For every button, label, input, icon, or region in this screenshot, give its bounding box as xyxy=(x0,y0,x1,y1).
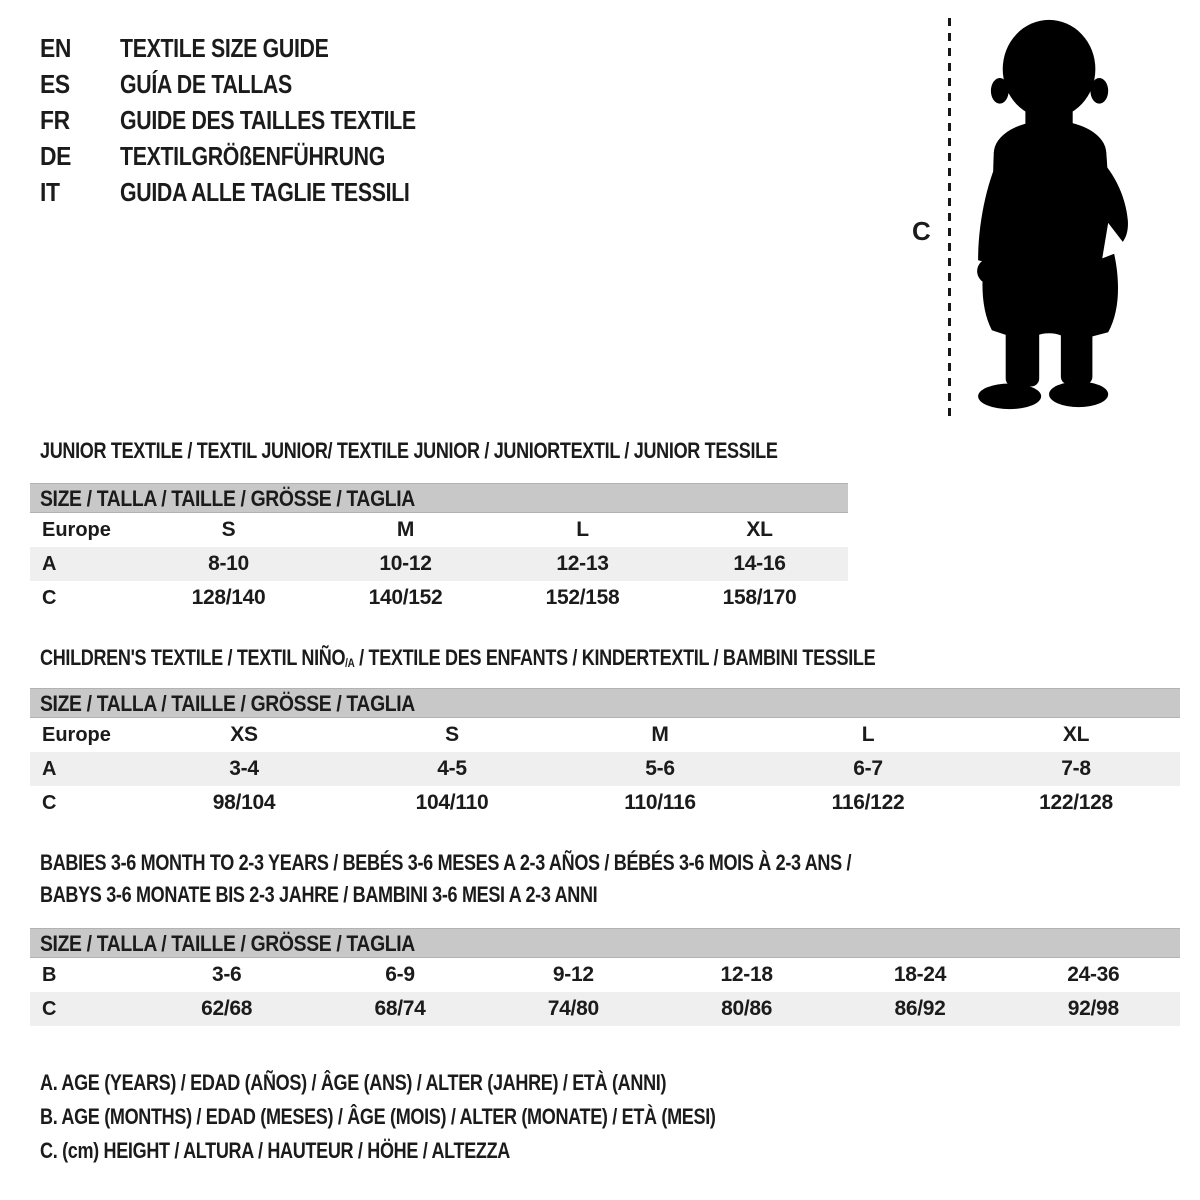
table-row-age-years xyxy=(30,547,848,581)
height-cell: 122/128 xyxy=(1039,791,1113,814)
language-code: FR xyxy=(40,104,70,135)
heading-sub: /A xyxy=(345,656,355,671)
section-heading-text: JUNIOR TEXTILE / TEXTIL JUNIOR/ TEXTILE JUNIOR / JUNIORTEXTIL / JUNIOR TESSILE xyxy=(40,438,778,463)
table-row-height-cm xyxy=(30,786,1180,820)
table-row-age-months xyxy=(30,958,1180,992)
section-heading-babies-line2 xyxy=(40,882,720,908)
table-row-height-cm xyxy=(30,992,1180,1026)
language-row-fr xyxy=(40,102,481,138)
height-cell: 110/116 xyxy=(624,791,696,814)
table-row-height-cm xyxy=(30,581,848,615)
height-cell: 116/122 xyxy=(831,791,905,814)
size-cell: XL xyxy=(1062,723,1090,746)
language-code: EN xyxy=(40,32,72,63)
height-cell: 152/158 xyxy=(545,586,620,609)
height-cell: 80/86 xyxy=(721,997,773,1020)
size-cell: XL xyxy=(746,518,773,541)
section-heading-junior xyxy=(40,438,939,464)
age-cell: 3-4 xyxy=(229,757,259,780)
row-label: A xyxy=(42,553,57,575)
height-cell: 158/170 xyxy=(722,586,797,609)
height-cell: 74/80 xyxy=(547,997,599,1020)
row-label: C xyxy=(42,998,57,1020)
height-cell: 104/110 xyxy=(415,791,489,814)
size-cell: M xyxy=(651,723,669,746)
size-header-bar xyxy=(30,928,1180,958)
section-heading-babies-line1 xyxy=(40,850,1029,876)
section-heading-children xyxy=(40,645,1059,671)
legend xyxy=(40,1066,864,1168)
age-cell: 4-5 xyxy=(437,757,467,780)
size-cell: S xyxy=(221,518,236,541)
legend-line-c xyxy=(40,1134,864,1168)
language-title: GUÍA DE TALLAS xyxy=(120,68,292,99)
row-label: Europe xyxy=(42,724,111,746)
section-heading-text xyxy=(40,645,875,671)
height-measure-dashed-line xyxy=(948,18,951,416)
height-cell: 140/152 xyxy=(368,586,443,609)
language-code: DE xyxy=(40,140,72,171)
height-cell: 86/92 xyxy=(894,997,946,1020)
language-row-es xyxy=(40,66,481,102)
height-cell: 98/104 xyxy=(212,791,276,814)
language-title-list xyxy=(40,30,481,210)
table-row-age-years xyxy=(30,752,1180,786)
age-cell: 3-6 xyxy=(211,963,242,986)
toddler-silhouette-image xyxy=(958,12,1146,416)
language-code: ES xyxy=(40,68,70,99)
language-title: GUIDE DES TAILLES TEXTILE xyxy=(120,104,416,135)
legend-text: C. (cm) HEIGHT / ALTURA / HAUTEUR / HÖHE / ALTEZZA xyxy=(40,1138,511,1163)
size-cell: L xyxy=(576,518,589,541)
age-cell: 5-6 xyxy=(645,757,675,780)
language-title: GUIDA ALLE TAGLIE TESSILI xyxy=(120,176,410,207)
age-cell: 7-8 xyxy=(1061,757,1091,780)
size-header-text: SIZE / TALLA / TAILLE / GRÖSSE / TAGLIA xyxy=(40,931,415,956)
row-label: Europe xyxy=(42,519,111,541)
size-header-text: SIZE / TALLA / TAILLE / GRÖSSE / TAGLIA xyxy=(40,486,415,511)
legend-line-a xyxy=(40,1066,864,1100)
language-row-it xyxy=(40,174,481,210)
section-heading-text: BABYS 3-6 MONATE BIS 2-3 JAHRE / BAMBINI 3-6 MESI A 2-3 ANNI xyxy=(40,882,598,907)
height-measure-label: C xyxy=(912,216,931,246)
age-cell: 14-16 xyxy=(733,552,786,575)
legend-text: A. AGE (YEARS) / EDAD (AÑOS) / ÂGE (ANS) / ALTER (JAHRE) / ETÀ (ANNI) xyxy=(40,1070,667,1095)
size-header-text: SIZE / TALLA / TAILLE / GRÖSSE / TAGLIA xyxy=(40,691,415,716)
age-cell: 18-24 xyxy=(893,963,947,986)
age-cell: 8-10 xyxy=(208,552,249,575)
language-code: IT xyxy=(40,176,60,207)
size-cell: XS xyxy=(230,723,258,746)
language-row-de xyxy=(40,138,481,174)
heading-pre: CHILDREN'S TEXTILE / TEXTIL NIÑO xyxy=(40,645,346,670)
height-cell: 92/98 xyxy=(1067,997,1119,1020)
junior-size-table xyxy=(30,483,848,615)
height-cell: 62/68 xyxy=(201,997,253,1020)
age-cell: 12-18 xyxy=(720,963,773,986)
age-cell: 10-12 xyxy=(379,552,432,575)
section-heading-text: BABIES 3-6 MONTH TO 2-3 YEARS / BEBÉS 3-6 MESES A 2-3 AÑOS / BÉBÉS 3-6 MOIS À 2-3 ANS / xyxy=(40,850,852,875)
row-label: C xyxy=(42,587,57,609)
row-label: C xyxy=(42,792,57,814)
age-cell: 9-12 xyxy=(552,963,594,986)
language-title: TEXTILGRÖßENFÜHRUNG xyxy=(120,140,386,171)
age-cell: 6-7 xyxy=(853,757,883,780)
size-header-bar xyxy=(30,688,1180,718)
size-cell: M xyxy=(396,518,415,541)
row-label: A xyxy=(42,758,57,780)
legend-text: B. AGE (MONTHS) / EDAD (MESES) / ÂGE (MOIS) / ALTER (MONATE) / ETÀ (MESI) xyxy=(40,1104,716,1129)
age-cell: 6-9 xyxy=(385,963,415,986)
table-row-europe xyxy=(30,513,848,547)
row-label: B xyxy=(42,964,57,986)
heading-post: / TEXTILE DES ENFANTS / KINDERTEXTIL / BAMBINI TESSILE xyxy=(354,645,876,670)
language-row-en xyxy=(40,30,481,66)
height-cell: 128/140 xyxy=(191,586,266,609)
children-size-table xyxy=(30,688,1180,820)
language-title: TEXTILE SIZE GUIDE xyxy=(120,32,329,63)
size-cell: S xyxy=(445,723,459,746)
age-cell: 12-13 xyxy=(556,552,609,575)
legend-line-b xyxy=(40,1100,864,1134)
size-cell: L xyxy=(861,723,875,746)
size-header-bar xyxy=(30,483,848,513)
height-cell: 68/74 xyxy=(374,997,426,1020)
age-cell: 24-36 xyxy=(1067,963,1120,986)
babies-size-table xyxy=(30,928,1180,1026)
table-row-europe xyxy=(30,718,1180,752)
